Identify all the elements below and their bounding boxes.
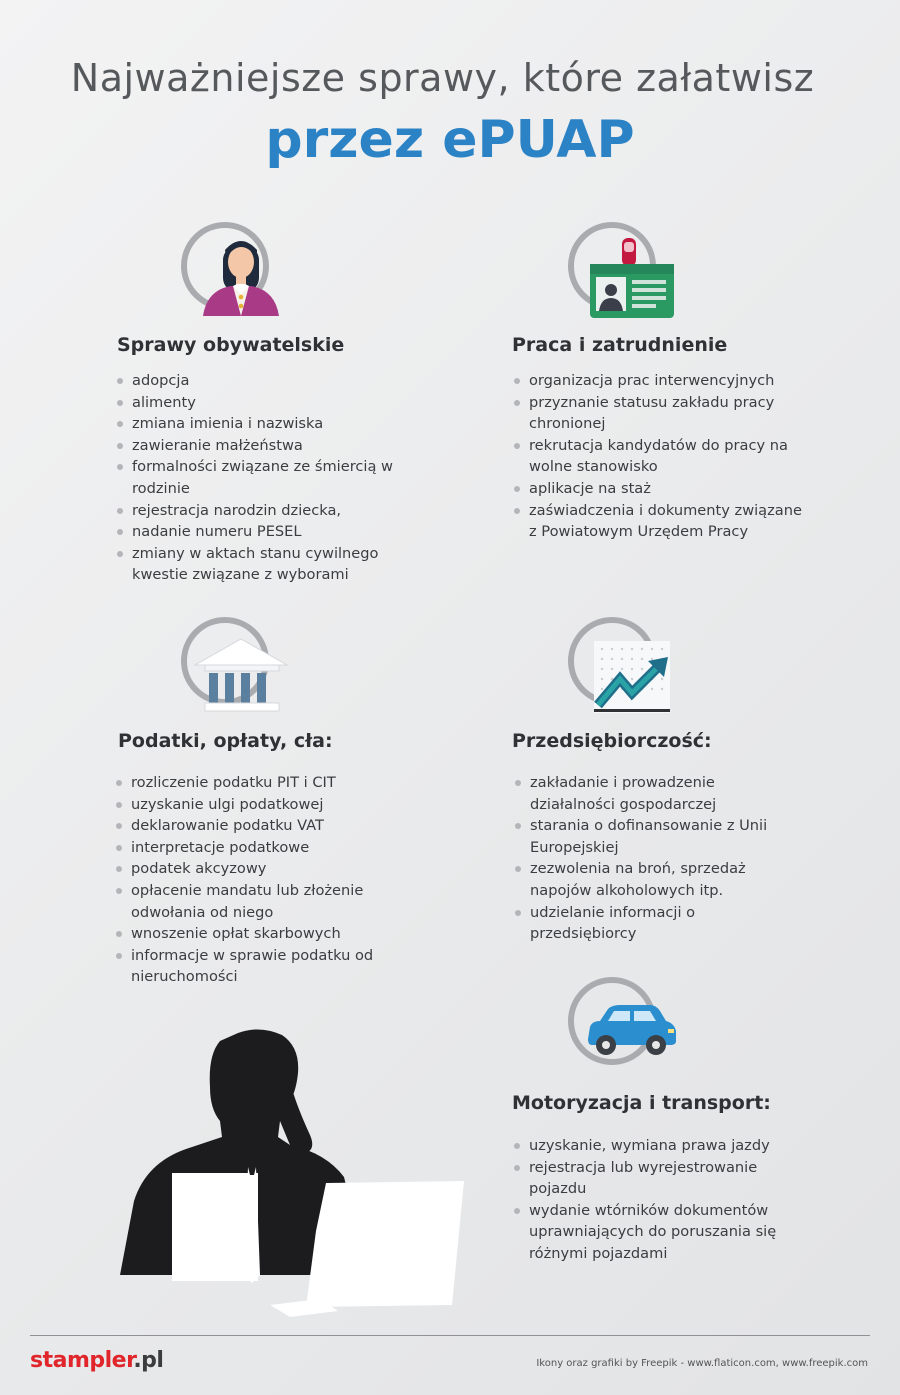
list-item: organizacja prac interwencyjnych xyxy=(513,370,813,392)
section-title-civic: Sprawy obywatelskie xyxy=(117,334,345,356)
list-item: alimenty xyxy=(116,392,406,414)
list-civic xyxy=(116,370,406,586)
list-item: deklarowanie podatku VAT xyxy=(115,815,405,837)
list-item: wnoszenie opłat skarbowych xyxy=(115,923,405,945)
list-item: udzielanie informacji o przedsiębiorcy xyxy=(514,902,794,945)
list-item: nadanie numeru PESEL xyxy=(116,521,406,543)
businessman-silhouette-illustration xyxy=(120,1025,480,1325)
list-item: zawieranie małżeństwa xyxy=(116,435,406,457)
list-item: rozliczenie podatku PIT i CIT xyxy=(115,772,405,794)
list-item: zmiana imienia i nazwiska xyxy=(116,413,406,435)
logo-brand: stampler xyxy=(30,1348,134,1373)
list-item: aplikacje na staż xyxy=(513,478,813,500)
list-item: przyznanie statusu zakładu pracy chronionej xyxy=(513,392,813,435)
page-title-line2: przez ePUAP xyxy=(265,110,635,170)
growth-chart-icon xyxy=(568,617,688,717)
list-work xyxy=(513,370,813,543)
list-transport xyxy=(513,1135,813,1265)
stampler-logo[interactable] xyxy=(30,1348,163,1373)
id-badge-icon xyxy=(568,222,688,322)
list-item: zaświadczenia i dokumenty związane z Powiatowym Urzędem Pracy xyxy=(513,500,813,543)
list-item: opłacenie mandatu lub złożenie odwołania od niego xyxy=(115,880,405,923)
list-item: interpretacje podatkowe xyxy=(115,837,405,859)
list-taxes xyxy=(115,772,405,988)
list-item: zmiany w aktach stanu cywilnego kwestie związane z wyborami xyxy=(116,543,406,586)
list-item: rejestracja lub wyrejestrowanie pojazdu xyxy=(513,1157,813,1200)
page-title-line1: Najważniejsze sprawy, które załatwisz xyxy=(70,56,815,100)
footer-divider xyxy=(30,1335,870,1336)
list-item: rejestracja narodzin dziecka, xyxy=(116,500,406,522)
list-item: formalności związane ze śmiercią w rodzinie xyxy=(116,456,406,499)
list-item: wydanie wtórników dokumentów uprawniających do poruszania się różnymi pojazdami xyxy=(513,1200,813,1265)
list-item: zakładanie i prowadzenie działalności gospodarczej xyxy=(514,772,794,815)
section-title-business: Przedsiębiorczość: xyxy=(512,730,712,752)
section-title-work: Praca i zatrudnienie xyxy=(512,334,728,356)
list-business xyxy=(514,772,794,945)
list-item: uzyskanie, wymiana prawa jazdy xyxy=(513,1135,813,1157)
list-item: rekrutacja kandydatów do pracy na wolne stanowisko xyxy=(513,435,813,478)
list-item: informacje w sprawie podatku od nieruchomości xyxy=(115,945,405,988)
section-title-taxes: Podatki, opłaty, cła: xyxy=(118,730,333,752)
credits-text: Ikony oraz grafiki by Freepik - www.flaticon.com, www.freepik.com xyxy=(536,1358,868,1369)
section-title-transport: Motoryzacja i transport: xyxy=(512,1092,771,1114)
list-item: uzyskanie ulgi podatkowej xyxy=(115,794,405,816)
woman-avatar-icon xyxy=(181,222,301,322)
list-item: adopcja xyxy=(116,370,406,392)
bank-building-icon xyxy=(181,617,301,717)
logo-tld: .pl xyxy=(133,1348,164,1373)
car-icon xyxy=(568,977,688,1077)
list-item: zezwolenia na broń, sprzedaż napojów alkoholowych itp. xyxy=(514,858,794,901)
list-item: starania o dofinansowanie z Unii Europejskiej xyxy=(514,815,794,858)
list-item: podatek akcyzowy xyxy=(115,858,405,880)
